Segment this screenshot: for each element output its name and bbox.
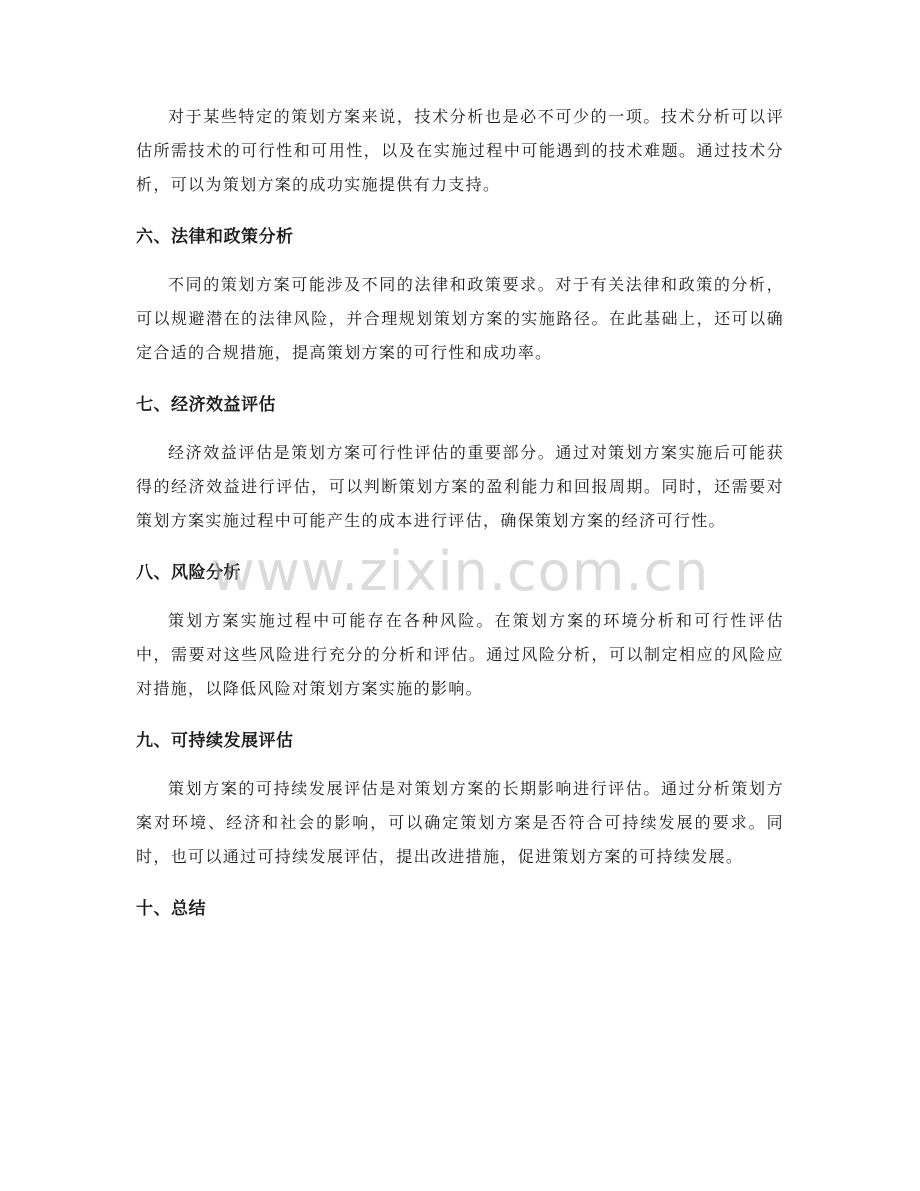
spacer — [136, 874, 784, 896]
section-heading-8: 八、风险分析 — [136, 563, 241, 583]
spacer — [136, 586, 784, 604]
document-body — [136, 100, 784, 922]
spacer — [136, 538, 784, 560]
intro-paragraph: 对于某些特定的策划方案来说，技术分析也是必不可少的一项。技术分析可以评估所需技术的可行性和可用性，以及在实施过程中可能遇到的技术难题。通过技术分析，可以为策划方案的成功实施提供有力支持。 — [136, 107, 784, 194]
section-paragraph-9: 策划方案的可持续发展评估是对策划方案的长期影响进行评估。通过分析策划方案对环境、经济和社会的影响，可以确定策划方案是否符合可持续发展的要求。同时，也可以通过可持续发展评估，提出改进措施，促进策划方案的可持续发展。 — [136, 779, 784, 866]
section-paragraph-6: 不同的策划方案可能涉及不同的法律和政策要求。对于有关法律和政策的分析，可以规避潜在的法律风险，并合理规划策划方案的实施路径。在此基础上，还可以确定合适的合规措施，提高策划方案的可行性和成功率。 — [136, 275, 784, 362]
section-heading-9: 九、可持续发展评估 — [136, 731, 294, 751]
section-paragraph-7: 经济效益评估是策划方案可行性评估的重要部分。通过对策划方案实施后可能获得的经济效益进行评估，可以判断策划方案的盈利能力和回报周期。同时，还需要对策划方案实施过程中可能产生的成本进行评估，确保策划方案的经济可行性。 — [136, 443, 784, 530]
spacer — [136, 202, 784, 224]
section-heading-6: 六、法律和政策分析 — [136, 227, 294, 247]
spacer — [136, 418, 784, 436]
section-heading-7: 七、经济效益评估 — [136, 395, 276, 415]
spacer — [136, 370, 784, 392]
spacer — [136, 754, 784, 772]
watermark-text: www.zixin.com.cn — [210, 540, 710, 603]
section-heading-10: 十、总结 — [136, 899, 206, 919]
spacer — [136, 250, 784, 268]
spacer — [136, 706, 784, 728]
section-paragraph-8: 策划方案实施过程中可能存在各种风险。在策划方案的环境分析和可行性评估中，需要对这些风险进行充分的分析和评估。通过风险分析，可以制定相应的风险应对措施，以降低风险对策划方案实施的影响。 — [136, 611, 784, 698]
